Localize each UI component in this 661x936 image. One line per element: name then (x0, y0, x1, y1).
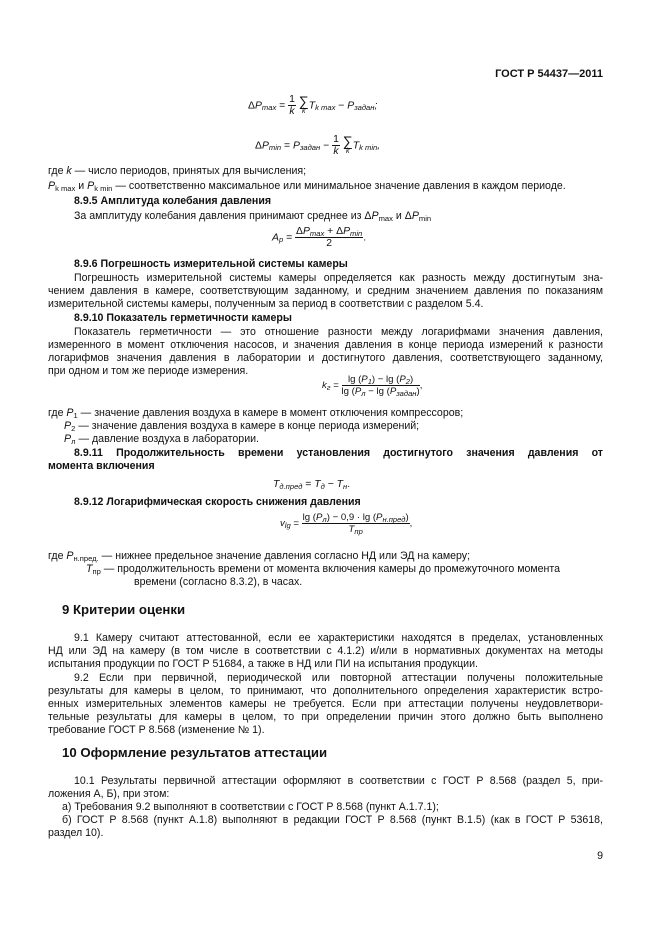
section-8-9-10-line3: логарифмов значения давления в лаборатории и достигнутого давления, соответствующего заданному, (48, 352, 603, 364)
section-8-9-5-text: За амплитуду колебания давления принимают среднее из ΔPmax и ΔPmin (74, 210, 432, 223)
section-8-9-5-title: 8.9.5 Амплитуда колебания давления (74, 195, 272, 207)
formula-kg: $k_г$ = $\frac{\lg (P_1) - \lg (P_2)}{\lg (P_л - \lg (P_{задан})}$ , (322, 374, 423, 398)
text-tpr-line2: времени (согласно 8.3.2), в часах. (134, 576, 303, 588)
text-where-p1: где P1 — значение давления воздуха в камере в момент отключения компрессоров; (48, 407, 464, 420)
para-9-2-line5: требование ГОСТ Р 8.568 (изменение № 1). (48, 724, 265, 736)
section-8-9-10-title: 8.9.10 Показатель герметичности камеры (74, 312, 292, 324)
section-8-9-10-line4: при одном и том же периоде измерения. (48, 365, 249, 377)
section-8-9-11-line1: 8.9.11 Продолжительность времени установления достигнутого значения давления от (74, 447, 603, 459)
formula-t-pred: Tд.пред = Tд − Tн. (273, 479, 351, 491)
section-8-9-10-line1: Показатель герметичности — это отношение разности между логарифмами значения давления, (74, 326, 603, 338)
para-9-2-line4: тельные результаты для камеры в целом, то при определении причин этого должно быть выполнено (48, 711, 603, 723)
formula-delta-p-max: ΔPmax = $\frac{1}{k}$ ∑ k Tk max − Pзадан; (248, 93, 378, 117)
text-tpr-line1: Tпр — продолжительность времени от момента включения камеры до промежуточного момента (86, 563, 561, 576)
section-8-9-6-line2: чением давления в камере, соответствующим заданному, и средним значением давления по показаниям (48, 285, 603, 297)
para-10-1-item-b-line2: раздел 10). (48, 827, 104, 839)
para-9-1-line3: испытания продукции по ГОСТ Р 51684, а также в НД или ПИ на испытания продукции. (48, 658, 478, 670)
section-8-9-6-line1: Погрешность измерительной системы камеры определяется как разность между достигнутым зна- (74, 272, 603, 284)
para-9-2-line2: результаты для камеры в целом, то принимают, что дополнительного определения характеристик встро- (48, 685, 603, 697)
para-9-2-line1: 9.2 Если при первичной, периодической или повторной аттестации получены положительные (74, 672, 603, 684)
section-8-9-10-line2: измеренного в момент отключения насосов, и значения давления в конце периода измерений к разности (48, 339, 603, 351)
text-pl-definition: Pл — давление воздуха в лаборатории. (64, 433, 259, 446)
text-pk-definition: Pk max и Pk min — соответственно максимальное или минимальное значение давления в каждом периоде. (48, 180, 566, 193)
para-10-1-line2: ложения А, Б), при этом: (48, 788, 170, 800)
section-8-9-6-line3: измерительной системы камеры, полученным за период в соответствии с разделом 5.4. (48, 298, 484, 310)
formula-delta-p-min: ΔPmin = Pзадан − $\frac{1}{k}$ ∑ k Tk min, (255, 133, 381, 157)
para-9-2-line3: енных измерительных элементов камеры не требуется. Если при аттестации получены неудовлетвори- (48, 698, 603, 710)
document-header: ГОСТ Р 54437—2011 (495, 68, 603, 80)
formula-amplitude: Ap = $\frac{\Delta Pmax + \Delta Pmin}{2}$ . (272, 226, 367, 249)
text-p2-definition: P2 — значение давления воздуха в камере в конце периода измерений; (64, 420, 420, 433)
formula-v-lg: $v_{lg}$ = $\frac{\lg (P_л) - 0,9 \cdot \lg (P_{н.пред})}{T_{пр}}$ , (280, 512, 413, 536)
section-10-title: 10 Оформление результатов аттестации (62, 745, 328, 760)
para-10-1-line1: 10.1 Результаты первичной аттестации оформляют в соответствии с ГОСТ Р 8.568 (раздел 5, при- (74, 775, 603, 787)
para-9-1-line2: НД или ЭД на камеру (в том числе в соответствии с 4.1.2) и/или в нормативных документах на методы (48, 645, 603, 657)
section-8-9-6-title: 8.9.6 Погрешность измерительной системы камеры (74, 258, 348, 270)
para-10-1-item-a: а) Требования 9.2 выполняют в соответствии с ГОСТ Р 8.568 (пункт А.1.7.1); (62, 801, 439, 813)
page-number: 9 (597, 850, 603, 862)
text-where-k: где k — число периодов, принятых для вычисления; (48, 165, 307, 177)
text-where-pn: где Pн.пред. — нижнее предельное значение давления согласно НД или ЭД на камеру; (48, 550, 471, 563)
section-8-9-12-title: 8.9.12 Логарифмическая скорость снижения давления (74, 496, 361, 508)
section-8-9-11-line2: момента включения (48, 460, 155, 472)
para-10-1-item-b-line1: б) ГОСТ Р 8.568 (пункт А.1.8) выполняют в редакции ГОСТ Р 8.568 (пункт В.1.5) (как в ГОСТ Р 53618, (62, 814, 603, 826)
para-9-1-line1: 9.1 Камеру считают аттестованной, если ее характеристики находятся в пределах, установленных (74, 632, 603, 644)
section-9-title: 9 Критерии оценки (62, 602, 186, 617)
